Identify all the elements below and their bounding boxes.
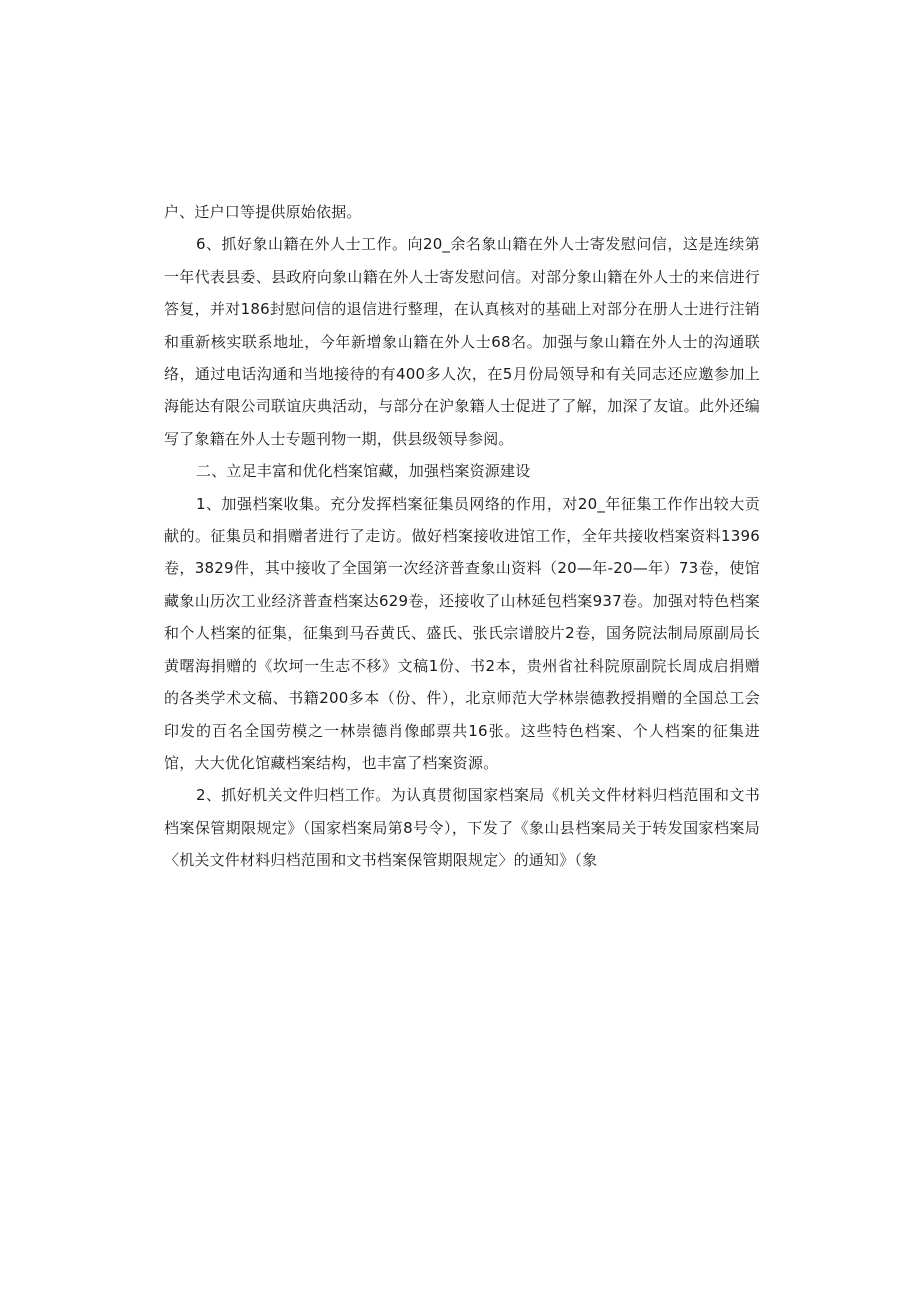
- paragraph-continuation: 户、迁户口等提供原始依据。: [164, 203, 362, 221]
- section-heading-archive-resources: 二、立足丰富和优化档案馆藏，加强档案资源建设: [196, 462, 531, 481]
- paragraph-item-6-overseas-natives: 6、抓好象山籍在外人士工作。向20_余名象山籍在外人士寄发慰问信，这是连续第一年代表县委、县政府向象山籍在外人士寄发慰问信。对部分象山籍在外人士的来信进行答复，并对186封慰问信的退信进行整理，在认真核对的基础上对部分在册人士进行注销和重新核实联系地址，今年新增象山籍在外人士68名。加强与象山籍在外人士的沟通联络，通过电话沟通和当地接待的有400多人次，在5月份局领导和有关同志还应邀参加上海能达有限公司联谊庆典活动，与部分在沪象籍人士促进了了解，加深了友谊。此外还编写了象籍在外人士专题刊物一期，供县级领导参阅。: [164, 235, 760, 448]
- paragraph-item-1-archive-collection: 1、加强档案收集。充分发挥档案征集员网络的作用，对20_年征集工作作出较大贡献的。征集员和捐赠者进行了走访。做好档案接收进馆工作，全年共接收档案资料1396卷，3829件，其中接收了全国第一次经济普查象山资料（20—年-20—年）73卷，使馆藏象山历次工业经济普查档案达629卷，还接收了山林延包档案937卷。加强对特色档案和个人档案的征集，征集到马吞黄氏、盛氏、张氏宗谱胶片2卷，国务院法制局原副局长黄曙海捐赠的《坎坷一生志不移》文稿1份、书2本，贵州省社科院原副院长周成启捐赠的各类学术文稿、书籍200多本（份、件），北京师范大学林崇德教授捐赠的全国总工会印发的百名全国劳模之一林崇德肖像邮票共16张。这些特色档案、个人档案的征集进馆，大大优化馆藏档案结构，也丰富了档案资源。: [164, 494, 760, 772]
- paragraph-item-2-document-filing: 2、抓好机关文件归档工作。为认真贯彻国家档案局《机关文件材料归档范围和文书档案保管期限规定》（国家档案局第8号令），下发了《象山县档案局关于转发国家档案局〈机关文件材料归档范围和文书档案保管期限规定〉的通知》（象: [164, 786, 760, 870]
- document-body: [164, 196, 760, 877]
